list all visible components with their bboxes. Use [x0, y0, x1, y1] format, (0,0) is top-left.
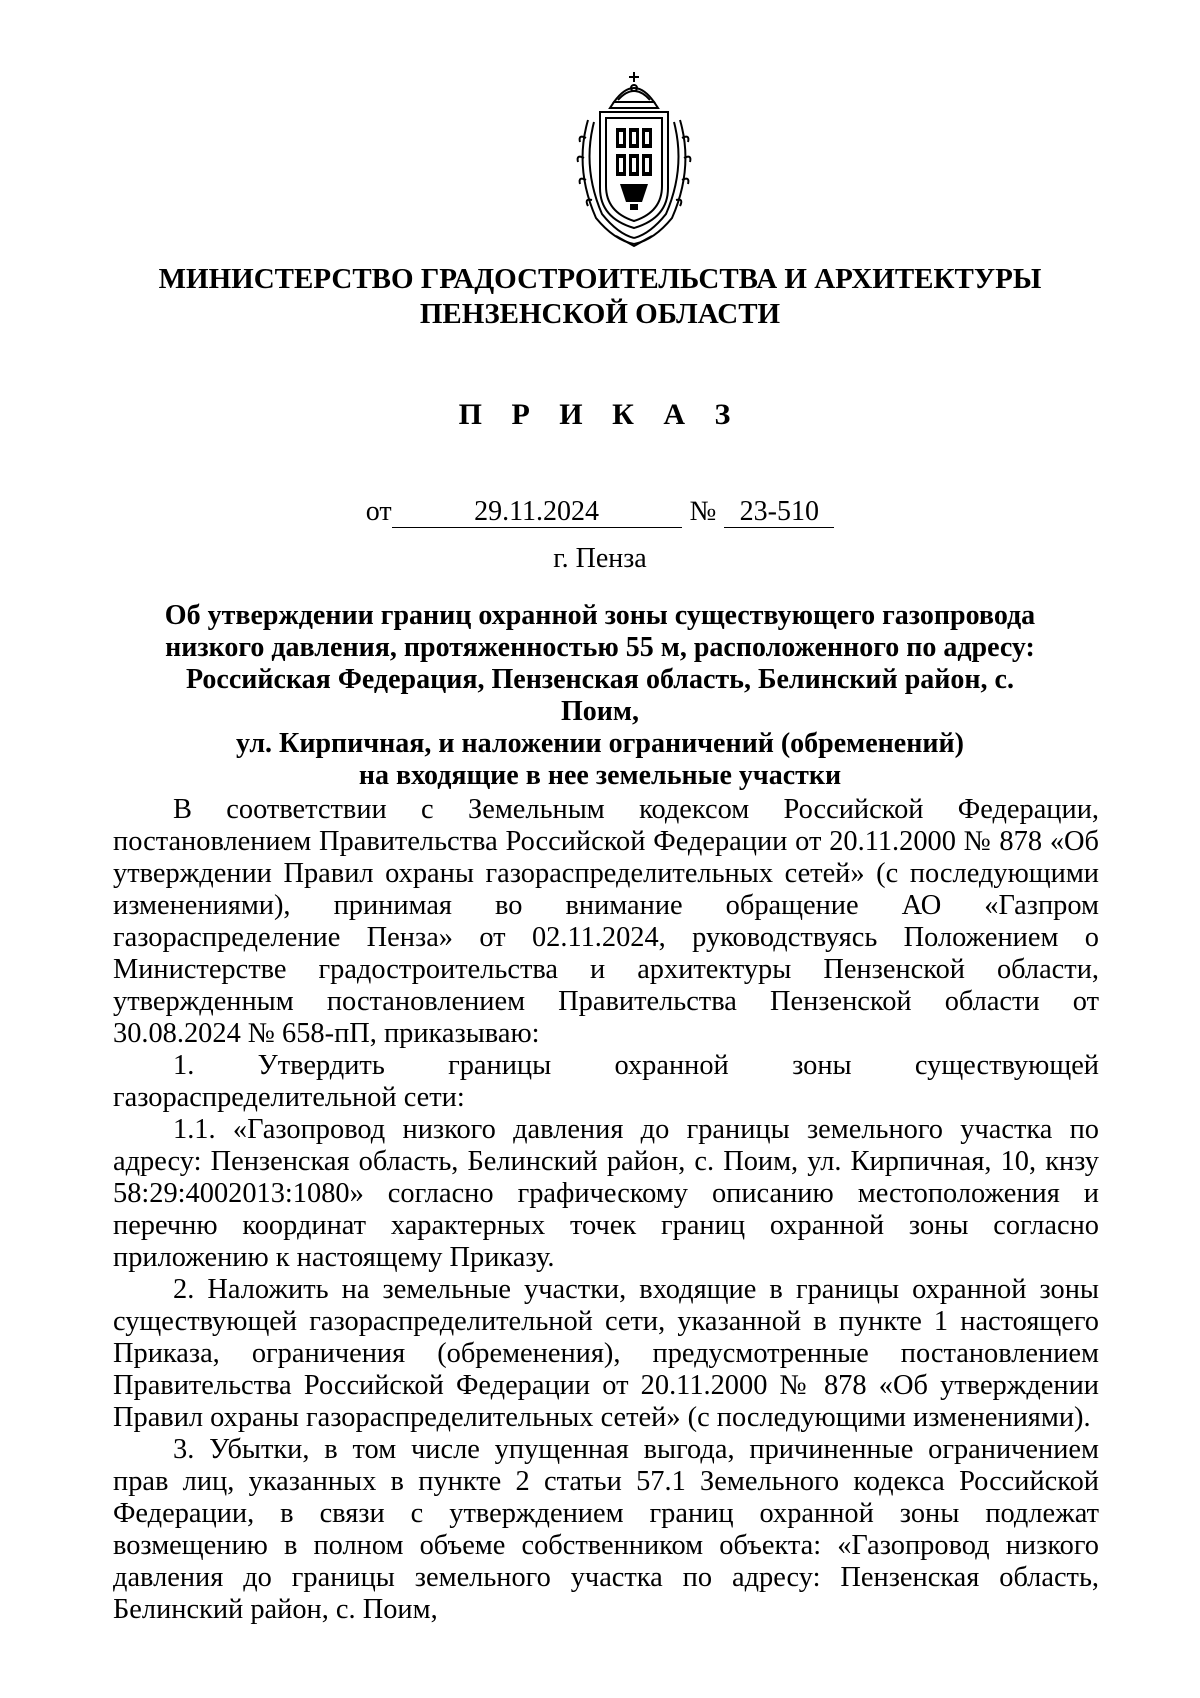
subject-line: Российская Федерация, Пензенская область, Белинский район, с. Поим, — [186, 664, 1014, 727]
ministry-name-line2: ПЕНЗЕНСКОЙ ОБЛАСТИ — [419, 298, 781, 330]
document-type-title: П Р И К А З — [458, 398, 742, 431]
subject-line: на входящие в нее земельные участки — [358, 760, 842, 791]
order-city: г. Пенза — [553, 543, 647, 574]
subject-line: низкого давления, протяженностью 55 м, расположенного по адресу: — [165, 632, 1035, 663]
subject-line: Об утверждении границ охранной зоны существующего газопровода — [164, 600, 1036, 631]
subject-line: ул. Кирпичная, и наложении ограничений (обременений) — [236, 728, 964, 759]
order-date: 29.11.2024 — [392, 497, 682, 528]
body-item-1: 1. Утвердить границы охранной зоны существующей газораспределительной сети: — [113, 1050, 1099, 1113]
order-subject — [150, 600, 1050, 792]
body-item-3: 3. Убытки, в том числе упущенная выгода, причиненные ограничением прав лиц, указанных в пункте 2 статьи 57.1 Земельного кодекса Российской Федерации, в связи с утверждением границ охранной зоны подлежат возмещению в полном объеме собственником объекта: «Газопровод низкого давления до границы земельного участка по адресу: Пензенская область, Белинский район, с. Поим, — [113, 1434, 1099, 1625]
order-body — [113, 794, 1099, 1626]
body-item-1-1: 1.1. «Газопровод низкого давления до границы земельного участка по адресу: Пензенская область, Белинский район, с. Поим, ул. Кирпичная, 10, кнзу 58:29:4002013:1080» согласно графическому описанию местоположения и перечню координат характерных точек границ охранной зоны согласно приложению к настоящему Приказу. — [113, 1114, 1099, 1273]
order-date-number-line — [100, 496, 1100, 528]
ministry-name — [100, 262, 1100, 332]
body-preamble: В соответствии с Земельным кодексом Российской Федерации, постановлением Правительства Российской Федерации от 20.11.2000 № 878 «Об утверждении Правил охраны газораспределительных сетей» (с последующими изменениями), принимая во внимание обращение АО «Газпром газораспределение Пенза» от 02.11.2024, руководствуясь Положением о Министерстве градостроительства и архитектуры Пензенской области, утвержденным постановлением Правительства Пензенской области от 30.08.2024 № 658-пП, приказываю: — [113, 794, 1099, 1049]
body-item-2: 2. Наложить на земельные участки, входящие в границы охранной зоны существующей газораспределительной сети, указанной в пункте 1 настоящего Приказа, ограничения (обременения), предусмотренные постановлением Правительства Российской Федерации от 20.11.2000 № 878 «Об утверждении Правил охраны газораспределительных сетей» (с последующими изменениями). — [113, 1274, 1099, 1433]
number-prefix: № — [689, 496, 717, 527]
date-prefix: от — [365, 496, 392, 527]
order-number: 23-510 — [724, 497, 834, 528]
coat-of-arms-emblem — [566, 68, 702, 248]
ministry-name-line1: МИНИСТЕРСТВО ГРАДОСТРОИТЕЛЬСТВА И АРХИТЕКТУРЫ — [158, 263, 1042, 295]
